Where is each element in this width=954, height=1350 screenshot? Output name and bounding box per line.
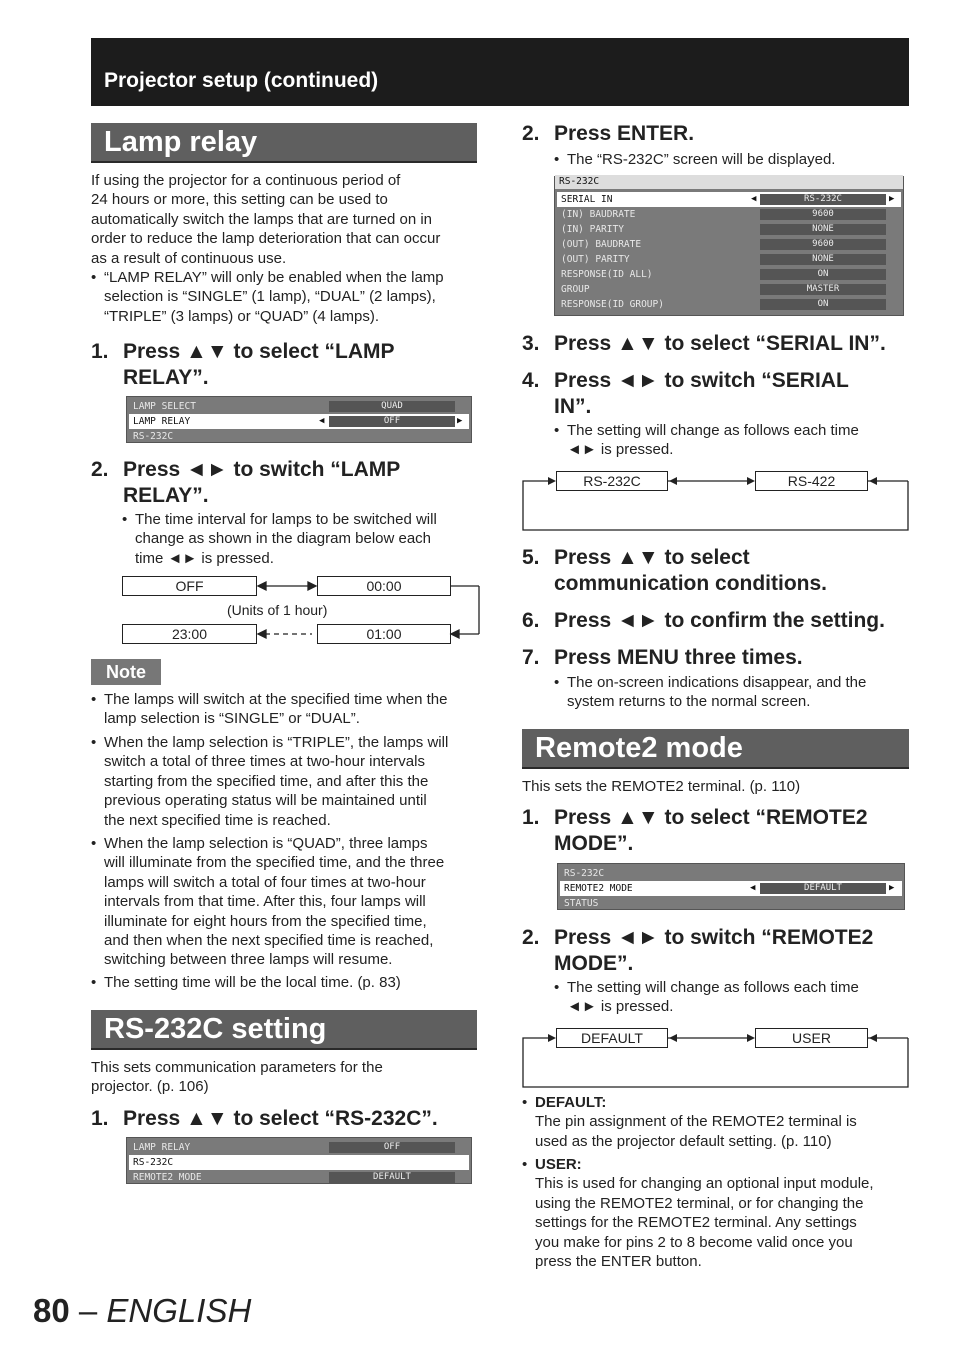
diagram-units-label: (Units of 1 hour) [227,602,328,618]
menu-row: (OUT) BAUDRATE 9600 [557,237,901,252]
remote2-intro: This sets the REMOTE2 terminal. (p. 110) [522,778,801,795]
menu-row: RS-232C [564,868,605,879]
lamp-relay-intro: If using the projector for a continuous period of 24 hours or more, this setting can be used to automatically switch the lamps that are turned on in order to reduce the lamp deterioration that can occur as a result of continuous use. [91,172,441,267]
menu-row: (IN) PARITY NONE [557,222,901,237]
menu-row: LAMP SELECT QUAD [129,399,469,414]
menu-row: STATUS [564,898,599,909]
menu-row: RESPONSE(ID ALL) ON [557,267,901,282]
menu-row: REMOTE2 MODE DEFAULT [129,1170,469,1185]
diagram-box-user: USER [755,1028,868,1048]
diagram-box-0100: 01:00 [317,624,451,644]
menu-row: GROUP MASTER [557,282,901,297]
page-language: ENGLISH [106,1292,252,1329]
menu-row-selected: RS-232C [129,1155,469,1170]
diagram-box-2300: 23:00 [122,624,257,644]
lamp-relay-menu [126,396,472,443]
page-footer: 80 – ENGLISH [33,1292,252,1329]
menu-title: RS-232C [555,175,903,189]
menu-row: LAMP RELAY OFF [129,1140,469,1155]
serial-in-diagram-arrows [518,468,913,534]
header-title: Projector setup (continued) [104,69,379,92]
remote2-diagram-arrows [518,1025,913,1091]
remote2-menu [557,863,905,910]
menu-row-selected: REMOTE2 MODE ◀ DEFAULT ▶ [560,881,902,896]
menu-row: RESPONSE(ID GROUP) ON [557,297,901,312]
remote2-heading: Remote2 mode [522,729,909,769]
menu-row-selected: SERIAL IN ◀ RS-232C ▶ [557,192,901,207]
menu-row-selected: LAMP RELAY ◀ OFF ▶ [129,414,469,429]
diagram-box-off: OFF [122,576,257,596]
lamp-relay-heading: Lamp relay [91,123,477,163]
rs232c-intro: This sets communication parameters for the projector. (p. 106) [91,1059,383,1096]
menu-row: (OUT) PARITY NONE [557,252,901,267]
rs232c-heading: RS-232C setting [91,1010,477,1050]
rs232c-select-menu [126,1137,472,1184]
menu-row: (IN) BAUDRATE 9600 [557,207,901,222]
menu-row: RS-232C [133,431,174,442]
page-number: 80 [33,1292,70,1329]
rs232c-screen-menu [554,176,904,316]
diagram-box-default: DEFAULT [556,1028,668,1048]
note-tag: Note [91,659,161,685]
diagram-box-0000: 00:00 [317,576,451,596]
diagram-box-rs422: RS-422 [755,471,868,491]
diagram-box-rs232c: RS-232C [556,471,668,491]
lamp-relay-diagram-arrows [250,570,490,650]
